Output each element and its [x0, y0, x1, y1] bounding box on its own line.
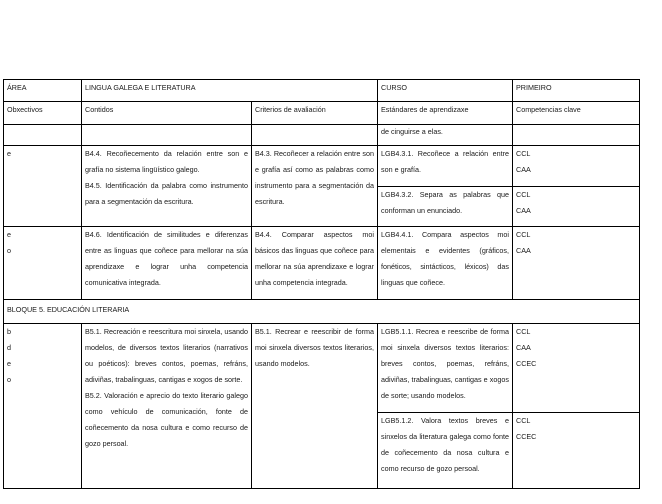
content-text: B4.5. Identificación da palabra como instrumento para a segmentación da escritura. [85, 181, 248, 206]
competence-code: CCL [516, 190, 531, 199]
objective-letter: b [7, 327, 11, 336]
competence-code: CCL [516, 149, 531, 158]
competence-code: CAA [516, 343, 531, 352]
table-border [639, 79, 640, 489]
standard-continued-text: de cinguirse a elas. [381, 127, 443, 136]
objective-letter: o [7, 375, 11, 384]
standard-text: LGB5.1.1. Recrea e reescribe de forma moi sinxela diversos textos literarios: breves contos, poemas, refráns, adiviñas, trabalinguas, cantigas e xogos de sorte; usando modelos. [381, 327, 509, 400]
column-header-objectives: Obxectivos [7, 105, 43, 114]
criterion-text: B4.4. Comparar aspectos moi básicos das linguas que coñece para mellorar na súa aprendizaxe e lograr unha competencia integrada. [255, 230, 374, 287]
standard-text: LGB4.3.2. Separa as palabras que conforman un enunciado. [381, 190, 509, 215]
competence-code: CCEC [516, 359, 537, 368]
criterion-text: B4.3. Recoñecer a relación entre son e grafía así como as palabras como instrumento para a segmentación da escritura. [255, 149, 374, 206]
table-border [3, 124, 640, 125]
competence-code: CCL [516, 327, 531, 336]
column-header-criteria: Criterios de avaliación [255, 105, 326, 114]
course-value: PRIMEIRO [516, 83, 552, 92]
competence-code: CAA [516, 246, 531, 255]
table-border [3, 299, 640, 300]
objective-letter: e [7, 230, 11, 239]
criterion-text: B5.1. Recrear e reescribir de forma moi sinxela diversos textos literarios, usando modelos. [255, 327, 374, 368]
table-border [3, 488, 640, 489]
competence-code: CCL [516, 230, 531, 239]
column-header-competences: Competencias clave [516, 105, 581, 114]
content-text: B5.2. Valoración e aprecio do texto literario galego como vehículo de comunicación, fonte de coñecemento da nosa cultura e como recurso de gozo persoal. [85, 391, 248, 448]
content-text: B5.1. Recreación e reescritura moi sinxela, usando modelos, de diversos textos literarios (narrativos ou poéticos): breves contos, poemas, refráns, adiviñas, trabalinguas, cantigas e xogos de sorte. [85, 327, 248, 384]
competence-code: CCL [516, 416, 531, 425]
objective-letter: d [7, 343, 11, 352]
block-title: BLOQUE 5. EDUCACIÓN LITERARIA [7, 305, 130, 314]
subject-name: LINGUA GALEGA E LITERATURA [85, 83, 196, 92]
standard-text: LGB4.4.1. Compara aspectos moi elementais e evidentes (gráficos, fonéticos, sintácticos, léxicos) das linguas que coñece. [381, 230, 509, 287]
content-text: B4.4. Recoñecemento da relación entre son e grafía no sistema lingüístico galego. [85, 149, 248, 174]
column-header-contents: Contidos [85, 105, 114, 114]
competence-code: CAA [516, 206, 531, 215]
competence-code: CCEC [516, 432, 537, 441]
objective-letter: e [7, 149, 11, 158]
standard-text: LGB4.3.1. Recoñece a relación entre son e grafía. [381, 149, 509, 174]
standard-text: LGB5.1.2. Valora textos breves e sinxelos da literatura galega como fonte de coñecemento da nosa cultura e como recurso de gozo persoal. [381, 416, 509, 473]
course-label: CURSO [381, 83, 407, 92]
content-text: B4.6. Identificación de similitudes e diferenzas entre as linguas que coñece para mellorar na súa aprendizaxe e lograr unha competencia comunicativa integrada. [85, 230, 248, 287]
objective-letter: o [7, 246, 11, 255]
table-border [3, 79, 4, 489]
column-header-standards: Estándares de aprendizaxe [381, 105, 469, 114]
objective-letter: e [7, 359, 11, 368]
area-label: ÁREA [7, 83, 27, 92]
competence-code: CAA [516, 165, 531, 174]
